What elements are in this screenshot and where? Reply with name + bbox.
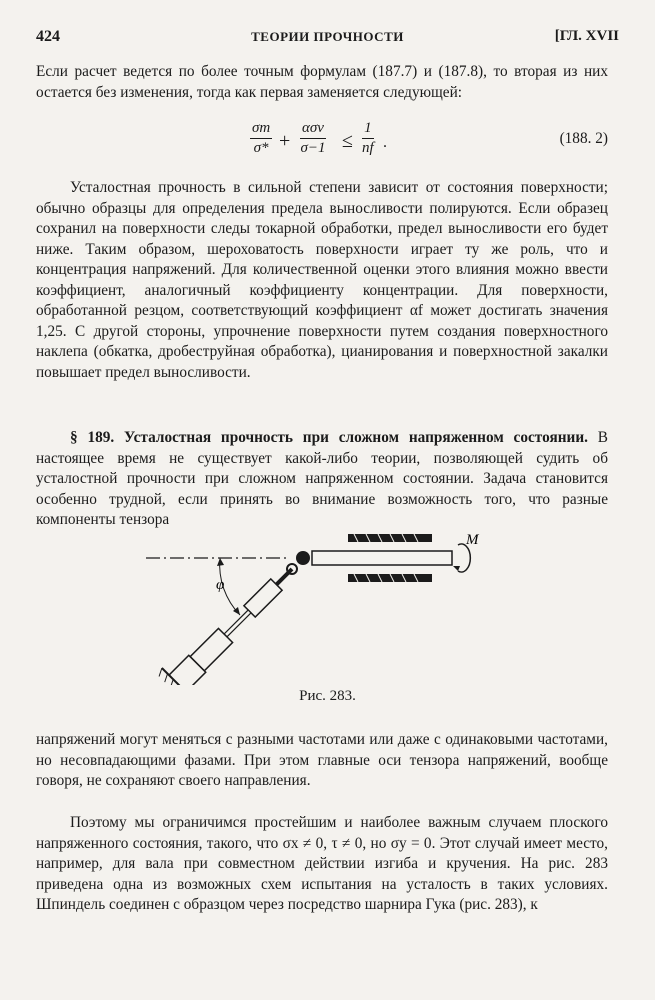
- leq-sign: ≤: [342, 130, 353, 152]
- running-title: ТЕОРИИ ПРОЧНОСТИ: [251, 29, 404, 44]
- figure-283: [140, 525, 480, 685]
- fraction-2-denominator: σ−1: [300, 140, 326, 156]
- hooke-joint: [296, 551, 310, 565]
- inclined-specimen: [156, 553, 307, 685]
- fraction-1-numerator: σm: [250, 120, 272, 139]
- section-title: § 189. Усталостная прочность при сложном напряженном состоянии.: [70, 429, 588, 446]
- fraction-1: [250, 120, 272, 157]
- torque-arrow: [458, 544, 470, 572]
- intro-paragraph: Если расчет ведется по более точным формулам (187.7) и (187.8), то вторая из них остается без изменения, тогда как первая заменяется следующей:: [36, 63, 608, 101]
- fraction-3: [362, 120, 374, 157]
- formula-188-2: [36, 118, 608, 168]
- page-header: [36, 28, 619, 50]
- fraction-3-denominator: nf: [362, 140, 374, 156]
- section-body: В настоящее время не существует какой-либо теории, позволяющей судить об усталостной прочности при сложном напряженном состоянии. Задача становится особенно трудной, если принять во внимание возможность того, что разные компоненты тензора: [36, 429, 608, 528]
- spindle-shaft: [312, 551, 452, 565]
- angle-label: φ: [216, 577, 225, 593]
- fraction-1-denominator: σ*: [253, 140, 269, 156]
- formula-period: .: [383, 134, 387, 151]
- section-189: [36, 428, 608, 531]
- chapter-label: [ГЛ. XVII: [554, 28, 619, 44]
- page-number: 424: [36, 28, 60, 45]
- equation-number: (188. 2): [559, 130, 608, 147]
- bearing-lower: [348, 574, 432, 582]
- fraction-2-numerator: ασv: [300, 120, 326, 139]
- moment-label: M: [466, 532, 479, 548]
- plus-sign: +: [279, 130, 291, 152]
- fraction-2: [300, 120, 326, 157]
- paragraph-plane-stress: Поэтому мы ограничимся простейшим и наиболее важным случаем плоского напряженного состояния, такого, что σx ≠ 0, τ ≠ 0, но σy = 0. Этот случай имеет место, например, для вала при совместном действии изгиба и кручения. На рис. 283 приведена одна из возможных схем испытания на усталость в таких условиях. Шпиндель соединен с образцом через посредство шарнира Гука (рис. 283), к: [36, 814, 608, 913]
- bearing-upper: [348, 534, 432, 542]
- paragraph-surface: Усталостная прочность в сильной степени зависит от состояния поверхности; обычно образцы для определения предела выносливости полируются. Если образец сохранил на поверхности следы токарной обработки, предел выносливости его будет ниже. Таким образом, шероховатость поверхности играет ту же роль, что и концентрация напряжений. Для количественной оценки этого влияния можно ввести коэффициент, аналогичный коэффициенту концентрации. Для поверхности, обработанной резцом, соответствующий коэффициент αf может достигать значения 1,25. С другой стороны, упрочнение поверхности путем создания поверхностного наклепа (обкатка, дробеструйная обработка), цианирования и поверхностной закалки повышает предел выносливости.: [36, 179, 608, 381]
- figure-caption: Рис. 283.: [299, 688, 356, 704]
- fraction-3-numerator: 1: [362, 120, 374, 139]
- paragraph-tensor: напряжений могут меняться с разными частотами или даже с одинаковыми частотами, но несовпадающими фазами. При этом главные оси тензора напряжений, вообще говоря, не сохраняют своего направления.: [36, 731, 608, 789]
